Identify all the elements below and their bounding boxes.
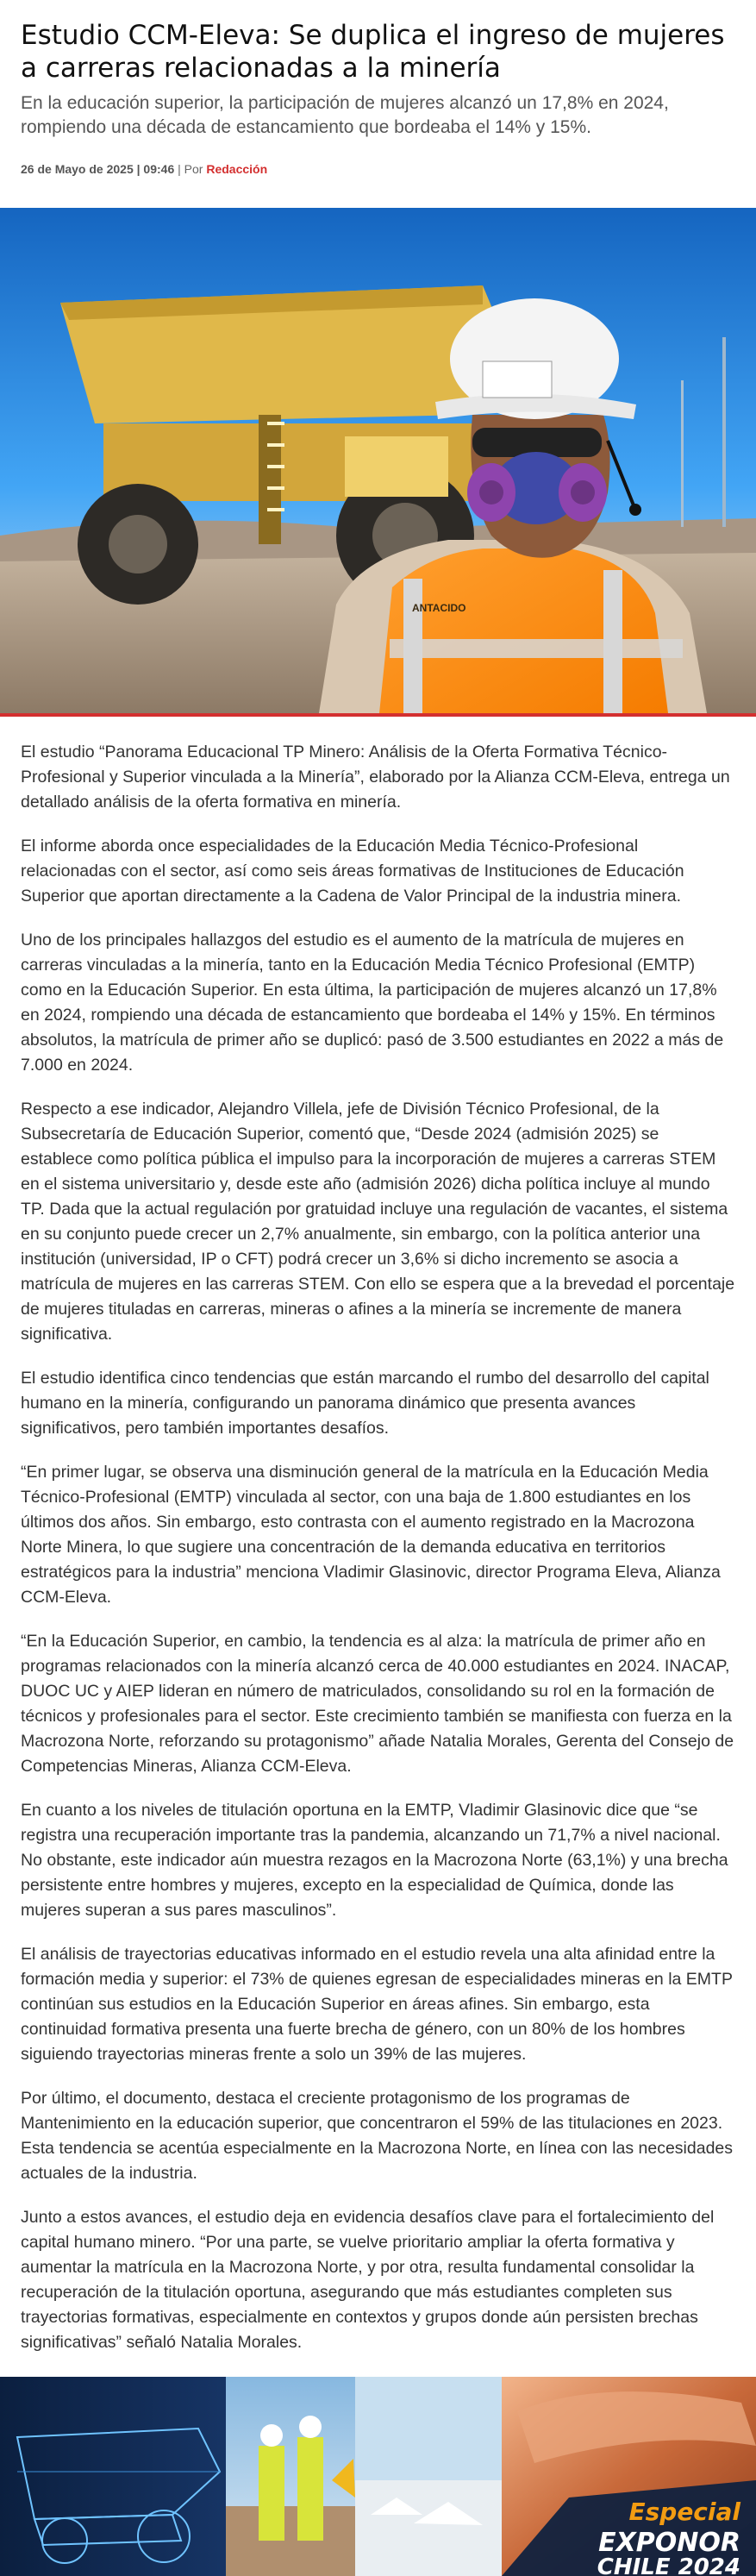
hero-photo-illustration — [0, 208, 756, 713]
paragraph: “En primer lugar, se observa una disminución general de la matrícula en la Educación Media Técnico-Profesional (EMTP) vinculada al sector, con una baja de 1.800 estudiantes en los últimos dos años. Sin embargo, esto contrasta con el aumento registrado en la Macrozona Norte Minera, lo que sugiere una concentración de la demanda educativa en territorios estratégicos para la industria” menciona Vladimir Glasinovic, director Programa Eleva, Alianza CCM-Eleva. — [21, 1463, 721, 1607]
banner-subbrand: CHILE 2024 — [597, 2554, 740, 2576]
paragraph: El estudio identifica cinco tendencias que están marcando el rumbo del desarrollo del capital humano en la minería, configurando un panorama dinámico que presenta avances significativos, pero también importantes desafíos. — [21, 1369, 709, 1438]
hero-divider — [0, 713, 756, 717]
paragraph: El estudio “Panorama Educacional TP Minero: Análisis de la Oferta Formativa Técnico-Profesional y Superior vinculada a la Minería”, elaborado por la Alianza CCM-Eleva, entrega un detallado análisis de la oferta formativa en minería. — [21, 743, 730, 812]
hero-image — [0, 208, 756, 713]
author-link[interactable]: Redacción — [206, 162, 268, 176]
article-meta — [21, 162, 735, 179]
article-date: 26 de Mayo de 2025 | 09:46 — [21, 162, 175, 176]
banner-text — [597, 2498, 740, 2576]
paragraph: En cuanto a los niveles de titulación oportuna en la EMTP, Vladimir Glasinovic dice que “se registra una recuperación importante tras la pandemia, alcanzando un 71,7% a nivel nacional. No obstante, este indicador aún muestra rezagos en la Macrozona Norte (63,1%) y una brecha persistente entre hombres y mujeres, excepto en la especialidad de Química, donde las mujeres superan a sus pares masculinos”. — [21, 1801, 728, 1920]
paragraph: El informe aborda once especialidades de la Educación Media Técnico-Profesional relacionadas con el sector, así como seis áreas formativas de Instituciones de Educación Superior que aportan directamente a la Cadena de Valor Principal de la industria minera. — [21, 837, 684, 906]
banner-label: Especial — [628, 2498, 740, 2526]
article-body — [0, 740, 756, 2355]
paragraph: El análisis de trayectorias educativas informado en el estudio revela una alta afinidad entre la formación media y superior: el 73% de quienes egresan de especialidades mineras en la EMTP continúan sus estudios en la Educación Superior en áreas afines. Sin embargo, esta continuidad formativa presenta una fuerte brecha de género, con un 80% de los hombres siguiendo trayectorias mineras frente a solo un 39% de las mujeres. — [21, 1945, 733, 2064]
byline-label: | Por — [178, 162, 203, 176]
paragraph: Por último, el documento, destaca el creciente protagonismo de los programas de Mantenimiento en la educación superior, que concentraron el 59% de las titulaciones en 2023. Esta tendencia se acentúa especialmente en la Macrozona Norte, en línea con las necesidades actuales de la industria. — [21, 2089, 734, 2183]
exponor-banner[interactable] — [0, 2377, 756, 2576]
paragraph: “En la Educación Superior, en cambio, la tendencia es al alza: la matrícula de primer año en programas relacionados con la minería alcanzó cerca de 40.000 estudiantes en 2024. INACAP, DUOC UC y AIEP lideran en número de matriculados, consolidando su rol en la formación de técnicos y profesionales para el sector. Este crecimiento también se manifiesta con fuerza en la Macrozona Norte, reforzando su protagonismo” añade Natalia Morales, Gerenta del Consejo de Competencias Mineras, Alianza CCM-Eleva. — [21, 1632, 734, 1776]
paragraph: Respecto a ese indicador, Alejandro Villela, jefe de División Técnico Profesional, de la Subsecretaría de Educación Superior, comentó que, “Desde 2024 (admisión 2025) se establece como política pública el impulso para la incorporación de mujeres a carreras STEM en el sistema universitario y, desde este año (admisión 2026) dicha política incluye al mundo TP. Dada que la actual regulación por gratuidad incluye una regulación de vacantes, el sistema en su conjunto puede crecer un 2,7% anualmente, sin embargo, con la política anterior una institución (universidad, IP o CFT) podrá crecer un 3,6% si dicho incremento se asocia a matrícula de mujeres en las carreras STEM. Con ello se espera que a la brevedad el porcentaje de mujeres tituladas en carreras, mineras o afines a la minería se incremente de manera significativa. — [21, 1100, 735, 1344]
paragraph: Uno de los principales hallazgos del estudio es el aumento de la matrícula de mujeres en carreras vinculadas a la minería, tanto en la Educación Media Técnico Profesional (EMTP) como en la Educación Superior. En esta última, la participación de mujeres alcanzó un 17,8% en 2024, rompiendo una década de estancamiento que bordeaba el 14% y 15%. En términos absolutos, la matrícula de primer año se duplicó: pasó de 3.500 estudiantes en 2022 a más de 7.000 en 2024. — [21, 931, 724, 1075]
vest-label: ANTACIDO — [412, 602, 466, 614]
paragraph: Junto a estos avances, el estudio deja en evidencia desafíos clave para el fortalecimiento del capital humano minero. “Por una parte, se vuelve prioritario ampliar la oferta formativa y aumentar la matrícula en la Macrozona Norte, y por otra, resulta fundamental consolidar la recuperación de la titulación oportuna, asegurando que más estudiantes completen sus trayectorias formativas, especialmente en contextos y grupos donde aún persisten brechas significativas” señaló Natalia Morales. — [21, 2208, 715, 2352]
article-title: Estudio CCM-Eleva: Se duplica el ingreso de mujeres a carreras relacionadas a la minería — [21, 20, 725, 84]
article-subtitle: En la educación superior, la participación de mujeres alcanzó un 17,8% en 2024, rompiendo una década de estancamiento que bordeaba el 14% y 15%. — [21, 93, 669, 137]
banner-brand: EXPONOR — [598, 2528, 740, 2558]
article-header — [0, 0, 756, 179]
